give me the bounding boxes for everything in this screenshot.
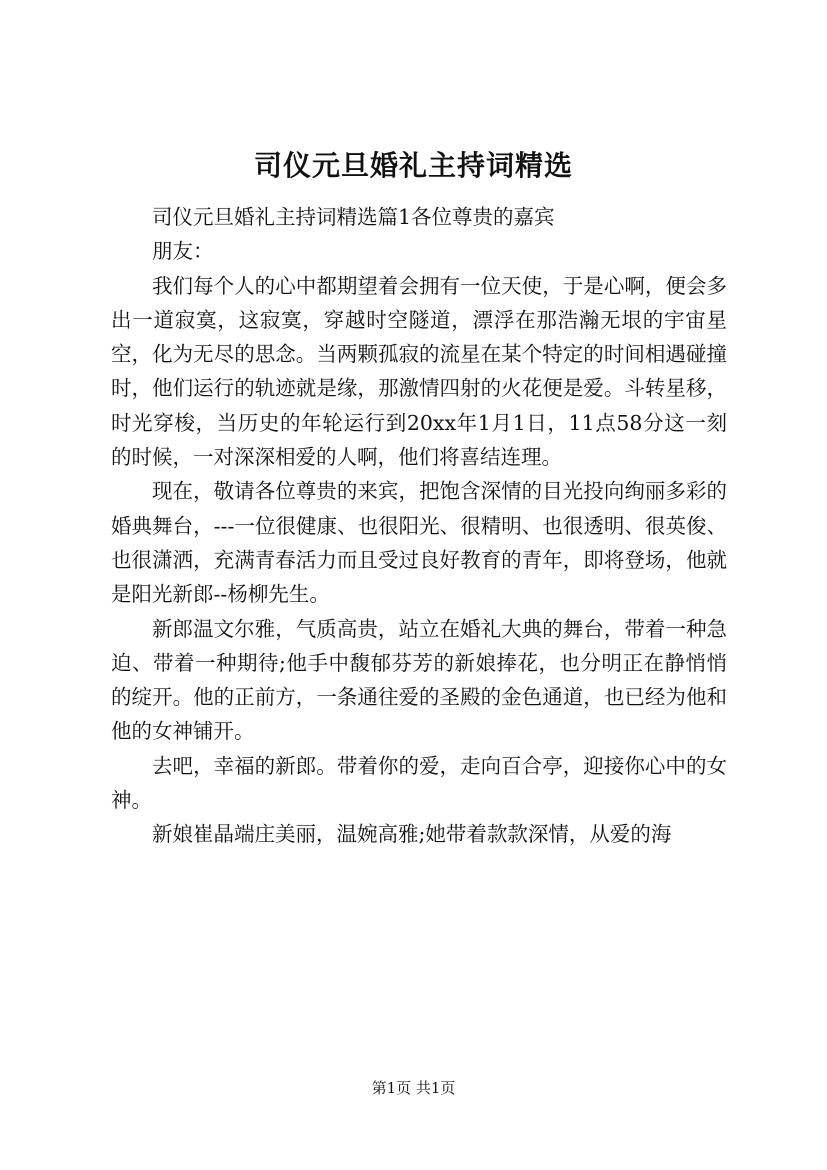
paragraph: 我们每个人的心中都期望着会拥有一位天使，于是心啊，便会多出一道寂寞，这寂寞，穿越时空隧道，漂浮在那浩瀚无垠的宇宙星空，化为无尽的思念。当两颗孤寂的流星在某个特定的时间相遇碰撞时，他们运行的轨迹就是缘，那激情四射的火花便是爱。斗转星移，时光穿梭，当历史的年轮运行到20xx年1月1日，11点58分这一刻的时候，一对深深相爱的人啊，他们将喜结连理。: [111, 273, 727, 470]
paragraph: 朋友：: [152, 239, 214, 264]
document-title: 司仪元旦婚礼主持词精选: [253, 149, 573, 182]
paragraph: 新娘崔晶端庄美丽，温婉高雅;她带着款款深情，从爱的海: [152, 822, 672, 847]
paragraph: 新郎温文尔雅，气质高贵，站立在婚礼大典的舞台，带着一种急迫、带着一种期待;他手中馥郁芬芳的新娘捧花，也分明正在静悄悄的绽开。他的正前方，一条通往爱的圣殿的金色通道，也已经为他和他的女神铺开。: [111, 616, 727, 744]
paragraph: 现在，敬请各位尊贵的来宾，把饱含深情的目光投向绚丽多彩的婚典舞台，---一位很健康、也很阳光、很精明、也很透明、很英俊、也很潇洒，充满青春活力而且受过良好教育的青年，即将登场，他就是阳光新郎--杨柳先生。: [111, 479, 727, 607]
page-footer: [0, 1078, 827, 1098]
document-body: [111, 200, 727, 852]
paragraph: 司仪元旦婚礼主持词精选篇1各位尊贵的嘉宾: [152, 205, 555, 229]
paragraph: 去吧，幸福的新郎。带着你的爱，走向百合亭，迎接你心中的女神。: [111, 753, 727, 813]
page-number: 第1页 共1页: [371, 1079, 456, 1097]
